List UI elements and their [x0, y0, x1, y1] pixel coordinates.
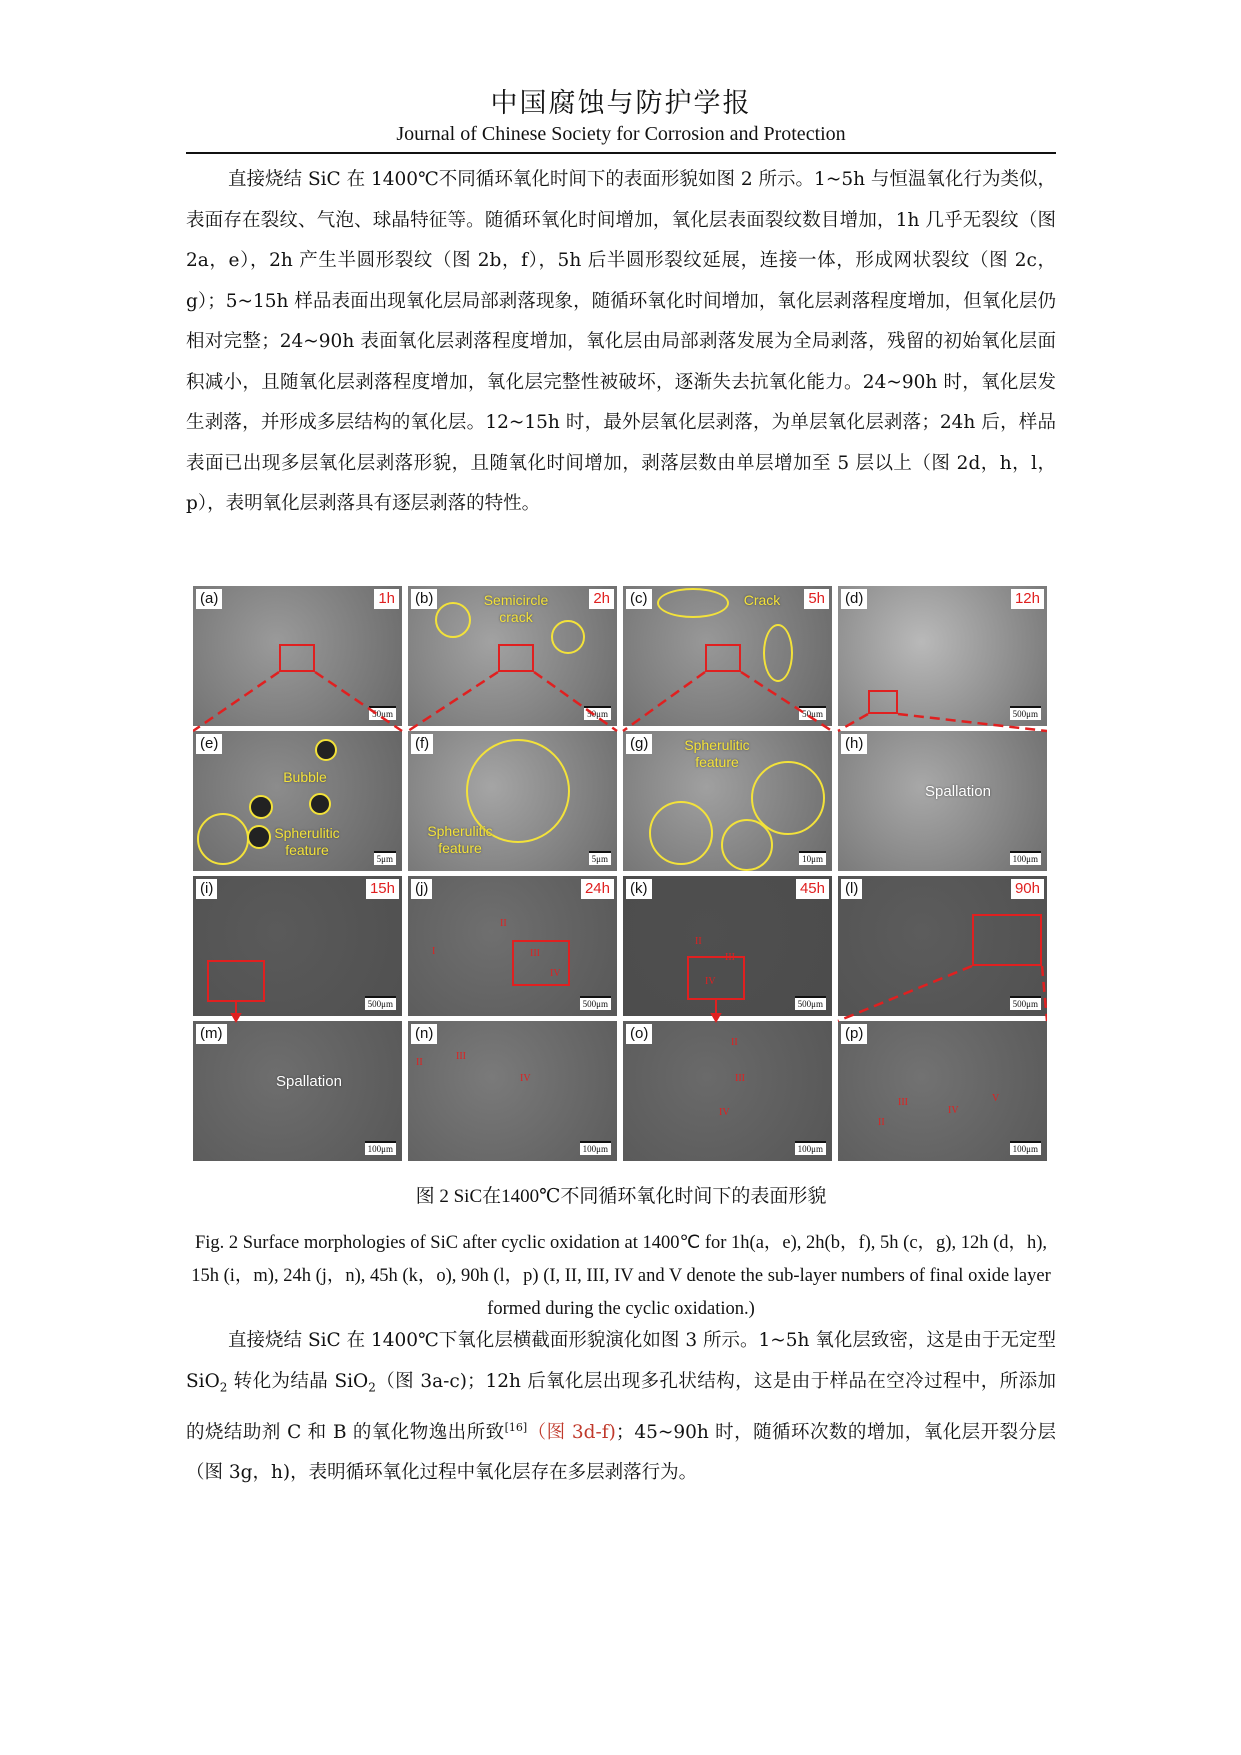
panel-time: 5h: [804, 589, 829, 609]
journal-header: [186, 86, 1056, 146]
spherulitic-feature-annotation: Spherulitic feature: [427, 823, 493, 856]
panel-label: (p): [841, 1024, 867, 1044]
zoom-region-box: [279, 644, 315, 672]
scale-bar: 100μm: [1010, 851, 1041, 865]
crack-circle: [435, 602, 471, 638]
panel-h: [838, 731, 1047, 871]
scale-bar: 100μm: [795, 1141, 826, 1155]
spherulite-circle: [721, 819, 773, 871]
panel-label: (i): [196, 879, 217, 899]
spallation-annotation: Spallation: [276, 1073, 342, 1090]
zoom-region-box: [972, 914, 1042, 966]
sublayer-label: IV: [948, 1105, 959, 1116]
panel-time: 45h: [796, 879, 829, 899]
sublayer-label: I: [432, 946, 436, 957]
spherulitic-feature-annotation: Spherulitic feature: [684, 737, 750, 770]
sublayer-label: II: [500, 918, 507, 929]
panel-time: 12h: [1011, 589, 1044, 609]
zoom-region-box: [498, 644, 534, 672]
sublayer-label: III: [725, 952, 735, 963]
header-divider: [186, 152, 1056, 154]
scale-bar: 10μm: [799, 851, 826, 865]
panel-label: (d): [841, 589, 867, 609]
scale-bar: 100μm: [1010, 1141, 1041, 1155]
sublayer-label: III: [456, 1051, 466, 1062]
panel-time: 2h: [589, 589, 614, 609]
panel-label: (c): [626, 589, 652, 609]
paragraph-1-text: 直接烧结 SiC 在 1400℃不同循环氧化时间下的表面形貌如图 2 所示。1~5h 与恒温氧化行为类似，表面存在裂纹、气泡、球晶特征等。随循环氧化时间增加，氧化层表面裂纹数目增加，1h 几乎无裂纹（图 2a，e），2h 产生半圆形裂纹（图 2b，f），5h 后半圆形裂纹延展，连接一体，形成网状裂纹（图 2c，g）；5~15h 样品表面出现氧化层局部剥落现象，随循环氧化时间增加，氧化层剥落程度增加，但氧化层仍相对完整；24~90h 表面氧化层剥落程度增加，氧化层由局部剥落发展为全局剥落，残留的初始氧化层面积减小，且随氧化层剥落程度增加，氧化层完整性被破坏，逐渐失去抗氧化能力。24~90h 时，氧化层发生剥落，并形成多层结构的氧化层。12~15h 时，最外层氧化层剥落，为单层氧化层剥落；24h 后，样品表面已出现多层氧化层剥落形貌，且随氧化时间增加，剥落层数由单层增加至 5 层以上（图 2d，h，l，p），表明氧化层剥落具有逐层剥落的特性。: [186, 169, 1056, 514]
scale-bar: 50μm: [799, 706, 826, 720]
sublayer-label: III: [735, 1073, 745, 1084]
panel-label: (n): [411, 1024, 437, 1044]
sublayer-label: IV: [520, 1073, 531, 1084]
scale-bar: 500μm: [1010, 706, 1041, 720]
paragraph-2-text-d: ；45~90h 时，随循环次数的增加，氧化层开裂分层（图 3g，h)，表明循环氧化过程中氧化层存在多层剥落行为。: [186, 1421, 1056, 1484]
panel-d: [838, 586, 1047, 726]
crack-annotation: Crack: [743, 592, 781, 608]
sublayer-label: III: [530, 948, 540, 959]
body-paragraph-2: [186, 1321, 1056, 1494]
sublayer-label: III: [898, 1097, 908, 1108]
panel-o: [623, 1021, 832, 1161]
spherulite-circle: [649, 801, 713, 865]
paragraph-2-text-c: （图 3a-c)；12h 后氧化层出现多孔状结构，这是由于样品在空冷过程中，所添加的烧结助剂 C 和 B 的氧化物逸出所致: [186, 1370, 1056, 1443]
paragraph-2-text-b: 转化为结晶 SiO: [227, 1370, 369, 1392]
bubble-circle: [315, 739, 337, 761]
crack-ellipse: [763, 624, 793, 682]
figure-2: [193, 586, 1047, 1162]
body-paragraph-1: [186, 160, 1056, 525]
panel-l: [838, 876, 1047, 1016]
panel-label: (o): [626, 1024, 652, 1044]
semicircle-crack-annotation: Semicircle crack: [483, 592, 549, 625]
zoom-region-box: [207, 960, 265, 1002]
panel-g: [623, 731, 832, 871]
subscript-2: 2: [219, 1380, 228, 1395]
bubble-circle: [249, 795, 273, 819]
panel-a: [193, 586, 402, 726]
sublayer-label: II: [416, 1057, 423, 1068]
sublayer-label: IV: [719, 1107, 730, 1118]
panel-time: 1h: [374, 589, 399, 609]
crack-ellipse: [657, 588, 729, 618]
zoom-region-box: [687, 956, 745, 1000]
figure-ref-link[interactable]: （图 3d-f): [527, 1421, 616, 1443]
journal-title-cn: 中国腐蚀与防护学报: [490, 88, 752, 119]
panel-label: (f): [411, 734, 433, 754]
spallation-annotation: Spallation: [925, 783, 991, 800]
panel-m: [193, 1021, 402, 1161]
scale-bar: 500μm: [365, 996, 396, 1010]
panel-p: [838, 1021, 1047, 1161]
zoom-region-box: [705, 644, 741, 672]
panel-label: (l): [841, 879, 862, 899]
paragraph-2-text-a: 直接烧结 SiC 在 1400℃下氧化层横截面形貌演化如图 3 所示。1~5h 氧化层致密，这是由于无定型 SiO: [186, 1330, 1056, 1392]
panel-b: [408, 586, 617, 726]
panel-time: 24h: [581, 879, 614, 899]
panel-label: (g): [626, 734, 652, 754]
zoom-region-box: [868, 690, 898, 714]
sublayer-label: IV: [550, 968, 561, 979]
panel-k: [623, 876, 832, 1016]
sublayer-label: IV: [705, 976, 716, 987]
panel-n: [408, 1021, 617, 1161]
panel-e: [193, 731, 402, 871]
scale-bar: 50μm: [584, 706, 611, 720]
scale-bar: 500μm: [1010, 996, 1041, 1010]
panel-j: [408, 876, 617, 1016]
journal-title-en: Journal of Chinese Society for Corrosion and Protection: [396, 123, 846, 145]
panel-label: (h): [841, 734, 867, 754]
panel-f: [408, 731, 617, 871]
panel-label: (e): [196, 734, 222, 754]
panel-i: [193, 876, 402, 1016]
zoom-region-box: [512, 940, 570, 986]
panel-c: [623, 586, 832, 726]
sublayer-label: II: [731, 1037, 738, 1048]
figure-caption-cn: 图 2 SiC在1400℃不同循环氧化时间下的表面形貌: [415, 1186, 827, 1207]
scale-bar: 50μm: [369, 706, 396, 720]
figure-caption-en: Fig. 2 Surface morphologies of SiC after cyclic oxidation at 1400℃ for 1h(a，e), 2h(b，f), 5h (c，g), 12h (d，h), 15h (i，m), 24h (j，n), 45h (k，o), 90h (l，p) (I, II, III, IV and V denote the sub-layer numbers of final oxide layer formed during the cyclic oxidation.): [191, 1233, 1051, 1319]
bubble-annotation: Bubble: [283, 769, 327, 785]
spherulitic-feature-annotation: Spherulitic feature: [274, 825, 340, 858]
scale-bar: 500μm: [795, 996, 826, 1010]
panel-time: 90h: [1011, 879, 1044, 899]
panel-time: 15h: [366, 879, 399, 899]
scale-bar: 100μm: [580, 1141, 611, 1155]
scale-bar: 500μm: [580, 996, 611, 1010]
subscript-2: 2: [368, 1380, 376, 1395]
scale-bar: 5μm: [374, 851, 396, 865]
panel-label: (m): [196, 1024, 227, 1044]
sublayer-label: II: [695, 936, 702, 947]
panel-label: (k): [626, 879, 652, 899]
bubble-circle: [309, 793, 331, 815]
panel-label: (b): [411, 589, 437, 609]
citation-ref: [16]: [504, 1420, 528, 1434]
scale-bar: 100μm: [365, 1141, 396, 1155]
sublayer-label: II: [878, 1117, 885, 1128]
scale-bar: 5μm: [589, 851, 611, 865]
spherulite-circle: [197, 813, 249, 865]
panel-label: (j): [411, 879, 432, 899]
panel-label: (a): [196, 589, 222, 609]
sublayer-label: V: [992, 1093, 1000, 1104]
